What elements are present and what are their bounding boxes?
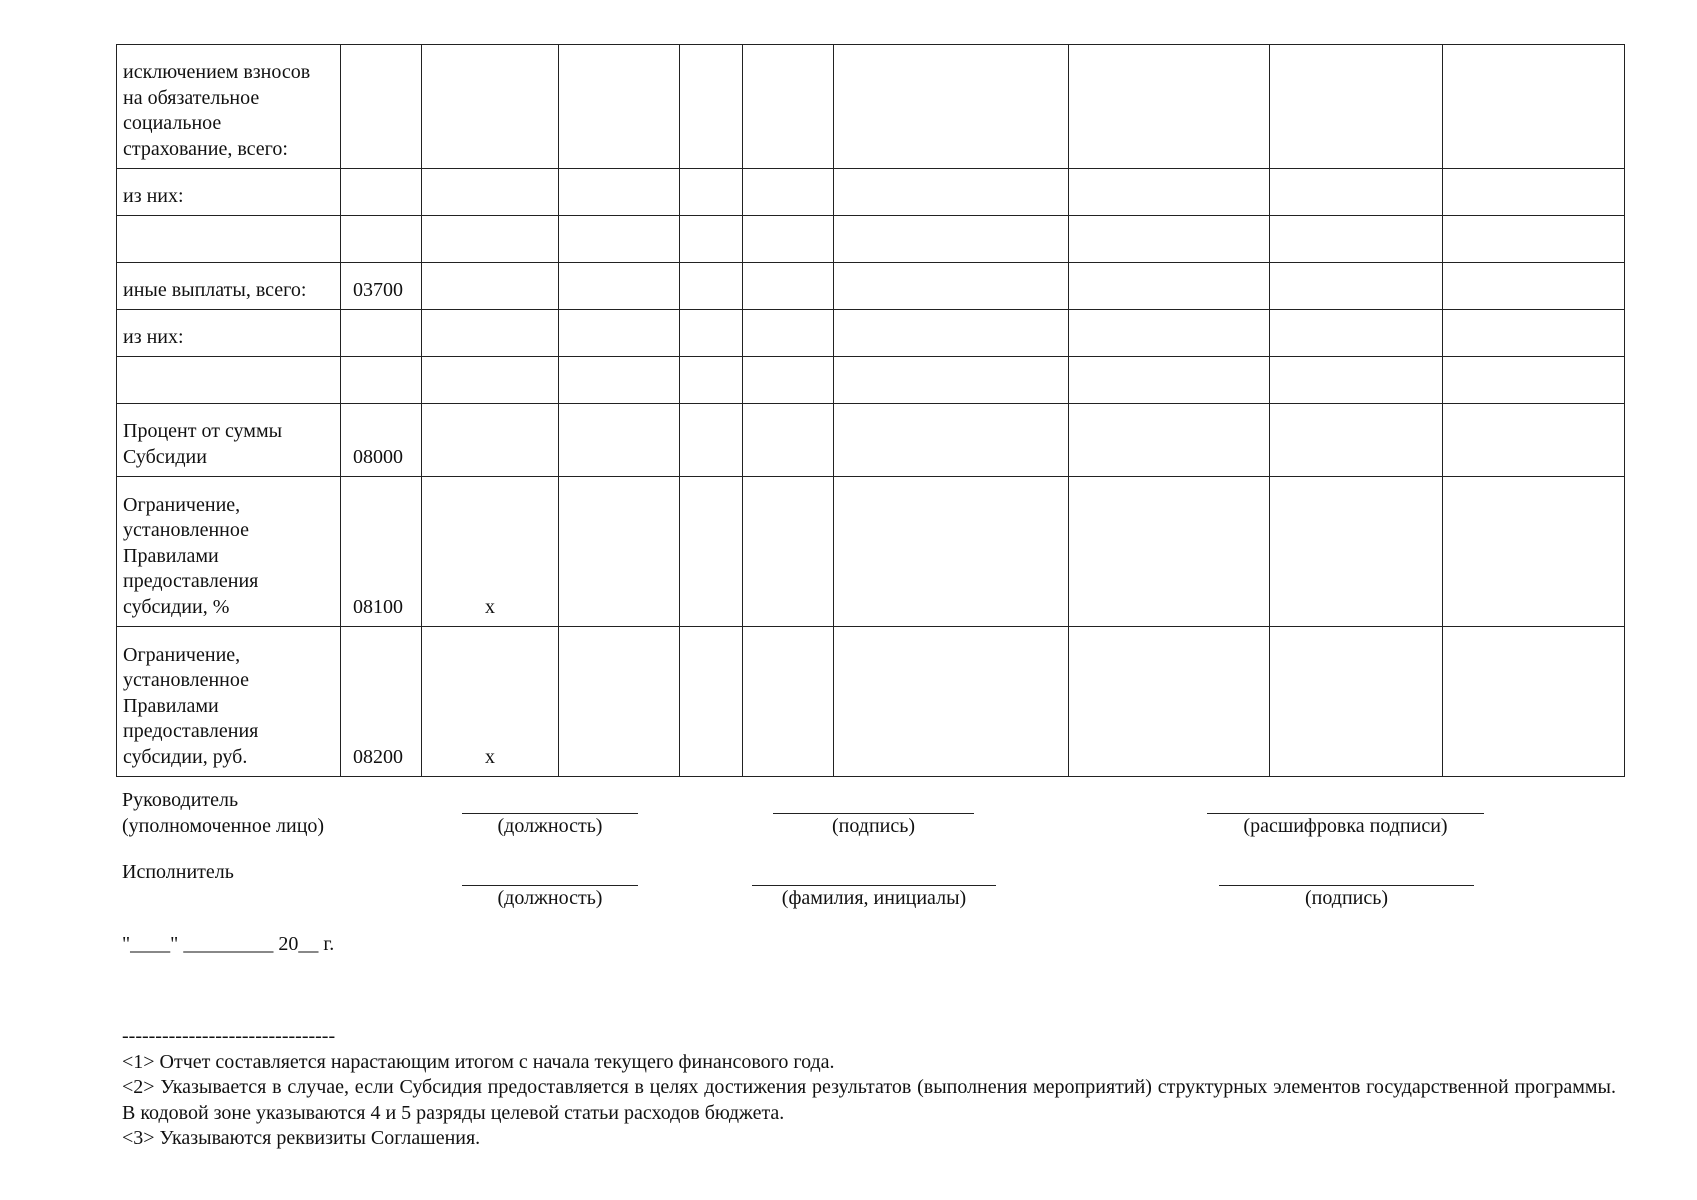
- table-cell: [834, 357, 1069, 404]
- table-cell: [559, 477, 680, 627]
- table-cell: [1443, 627, 1625, 777]
- table-cell: [422, 404, 559, 477]
- row-label: [117, 357, 341, 404]
- footnotes: [122, 1024, 1616, 1152]
- table-row: [117, 404, 1625, 477]
- table-cell: [559, 169, 680, 216]
- table-cell: [1443, 357, 1625, 404]
- table-cell: [559, 45, 680, 169]
- table-cell: [743, 216, 834, 263]
- table-cell: [559, 310, 680, 357]
- head-signature-caption: (подпись): [831, 815, 916, 837]
- table-cell: [680, 169, 743, 216]
- table-row: [117, 169, 1625, 216]
- table-cell: [1270, 45, 1443, 169]
- table-cell: [1069, 477, 1270, 627]
- table-cell: [1270, 263, 1443, 310]
- row-code: [341, 45, 422, 169]
- table-cell: [422, 310, 559, 357]
- table-cell: [743, 477, 834, 627]
- table-row: [117, 45, 1625, 169]
- table-cell: [743, 357, 834, 404]
- table-cell: [1443, 477, 1625, 627]
- table-cell: [1069, 169, 1270, 216]
- executor-position-caption: (должность): [497, 887, 603, 909]
- table-cell: [834, 627, 1069, 777]
- table-cell: [559, 404, 680, 477]
- table-cell: [1443, 45, 1625, 169]
- table-cell: x: [422, 477, 559, 627]
- table-row: [117, 216, 1625, 263]
- table-cell: [1270, 310, 1443, 357]
- table-cell: [1270, 477, 1443, 627]
- table-cell: [559, 627, 680, 777]
- table-cell: [680, 477, 743, 627]
- table-row: [117, 357, 1625, 404]
- executor-name-caption: (фамилия, инициалы): [781, 887, 967, 909]
- table-cell: [422, 216, 559, 263]
- row-code: [341, 310, 422, 357]
- table-cell: [559, 263, 680, 310]
- row-label: Ограничение, установленное Правилами предоставления субсидии, %: [117, 477, 341, 627]
- date-line: "____" _________ 20__ г.: [122, 933, 335, 955]
- table-cell: [743, 404, 834, 477]
- table-cell: [743, 310, 834, 357]
- table-cell: [559, 357, 680, 404]
- table-cell: [680, 357, 743, 404]
- row-label: иные выплаты, всего:: [117, 263, 341, 310]
- table-cell: [1270, 216, 1443, 263]
- table-cell: [422, 357, 559, 404]
- table-cell: [1069, 45, 1270, 169]
- table-cell: [743, 263, 834, 310]
- executor-label: Исполнитель: [122, 861, 234, 883]
- table-row: [117, 310, 1625, 357]
- table-row: [117, 627, 1625, 777]
- executor-signature-caption: (подпись): [1304, 887, 1389, 909]
- table-cell: [1069, 216, 1270, 263]
- row-code: [341, 357, 422, 404]
- row-code: [341, 169, 422, 216]
- table-cell: x: [422, 627, 559, 777]
- table-cell: [834, 216, 1069, 263]
- table-cell: [680, 627, 743, 777]
- table-row: [117, 263, 1625, 310]
- table-cell: [680, 216, 743, 263]
- table-cell: [1443, 404, 1625, 477]
- report-table: [116, 44, 1625, 777]
- table-cell: [834, 404, 1069, 477]
- head-decoding-caption: (расшифровка подписи): [1243, 815, 1448, 837]
- table-cell: [422, 45, 559, 169]
- table-cell: [559, 216, 680, 263]
- row-label: из них:: [117, 310, 341, 357]
- row-code: [341, 216, 422, 263]
- table-cell: [1270, 169, 1443, 216]
- table-row: [117, 477, 1625, 627]
- table-cell: [834, 477, 1069, 627]
- row-code: 08200: [341, 627, 422, 777]
- footnote-1: <1> Отчет составляется нарастающим итогом с начала текущего финансового года.: [122, 1050, 835, 1073]
- table-cell: [680, 45, 743, 169]
- table-cell: [743, 45, 834, 169]
- table-cell: [1270, 357, 1443, 404]
- table-cell: [1443, 169, 1625, 216]
- table-cell: [1069, 627, 1270, 777]
- table-cell: [834, 263, 1069, 310]
- table-cell: [680, 404, 743, 477]
- table-cell: [1443, 216, 1625, 263]
- table-cell: [834, 310, 1069, 357]
- table-cell: [1443, 310, 1625, 357]
- table-cell: [422, 169, 559, 216]
- table-cell: [422, 263, 559, 310]
- row-label: из них:: [117, 169, 341, 216]
- footnote-separator: --------------------------------: [122, 1025, 336, 1047]
- table-cell: [1069, 404, 1270, 477]
- table-cell: [834, 45, 1069, 169]
- footnote-3: <3> Указываются реквизиты Соглашения.: [122, 1127, 481, 1149]
- row-label: [117, 216, 341, 263]
- head-label: Руководитель (уполномоченное лицо): [122, 789, 325, 837]
- table-cell: [1270, 627, 1443, 777]
- table-cell: [1069, 310, 1270, 357]
- table-cell: [1270, 404, 1443, 477]
- table-cell: [1443, 263, 1625, 310]
- head-position-caption: (должность): [497, 815, 603, 837]
- table-cell: [680, 310, 743, 357]
- row-label: исключением взносов на обязательное социальное страхование, всего:: [117, 45, 341, 169]
- row-code: 08000: [341, 404, 422, 477]
- table-cell: [680, 263, 743, 310]
- footnote-2: <2> Указывается в случае, если Субсидия предоставляется в целях достижения результатов (выполнения мероприятий) структурных элементов государственной программы. В кодовой зоне указываются 4 и 5 разряды целевой статьи расходов бюджета.: [122, 1076, 1616, 1124]
- row-label: Процент от суммы Субсидии: [117, 404, 341, 477]
- table-cell: [1069, 263, 1270, 310]
- table-cell: [743, 627, 834, 777]
- row-code: 08100: [341, 477, 422, 627]
- table-cell: [1069, 357, 1270, 404]
- row-code: 03700: [341, 263, 422, 310]
- table-cell: [834, 169, 1069, 216]
- row-label: Ограничение, установленное Правилами предоставления субсидии, руб.: [117, 627, 341, 777]
- table-cell: [743, 169, 834, 216]
